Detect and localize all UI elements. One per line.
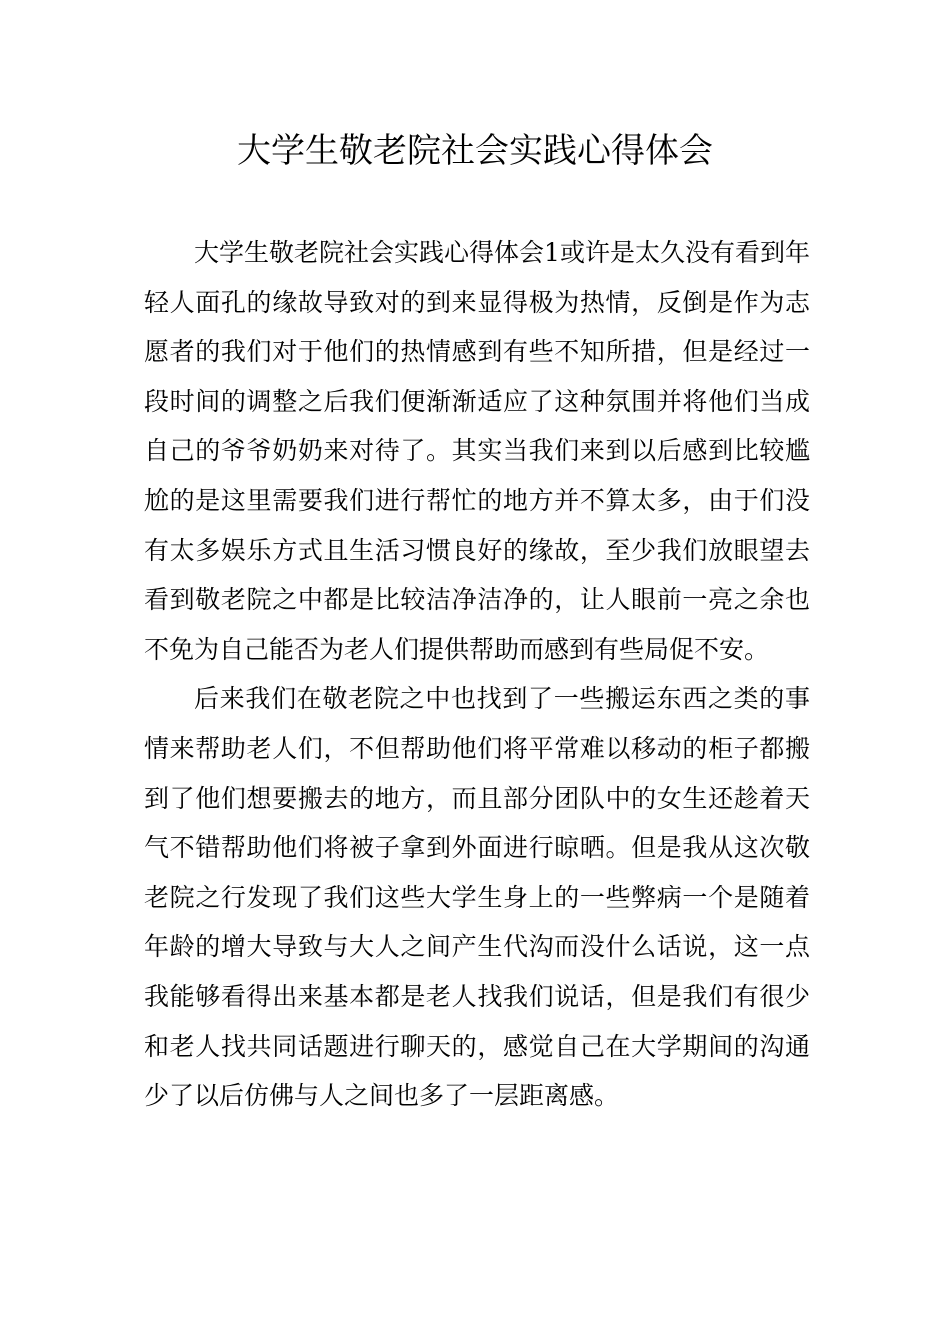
document-title: 大学生敬老院社会实践心得体会 [237,131,713,171]
paragraph-1: 大学生敬老院社会实践心得体会1或许是太久没有看到年轻人面孔的缘故导致对的到来显得极为热情，反倒是作为志愿者的我们对于他们的热情感到有些不知所措，但是经过一段时间的调整之后我们便渐渐适应了这种氛围并将他们当成自己的爷爷奶奶来对待了。其实当我们来到以后感到比较尴尬的是这里需要我们进行帮忙的地方并不算太多，由于们没有太多娱乐方式且生活习惯良好的缘故，至少我们放眼望去看到敬老院之中都是比较洁净洁净的，让人眼前一亮之余也不免为自己能否为老人们提供帮助而感到有些局促不安。 [144,238,810,664]
paragraph-2: 后来我们在敬老院之中也找到了一些搬运东西之类的事情来帮助老人们，不但帮助他们将平常难以移动的柜子都搬到了他们想要搬去的地方，而且部分团队中的女生还趁着天气不错帮助他们将被子拿到外面进行晾晒。但是我从这次敬老院之行发现了我们这些大学生身上的一些弊病一个是随着年龄的增大导致与大人之间产生代沟而没什么话说，这一点我能够看得出来基本都是老人找我们说话，但是我们有很少和老人找共同话题进行聊天的，感觉自己在大学期间的沟通少了以后仿佛与人之间也多了一层距离感。 [144,684,810,1111]
document-body [144,228,810,1121]
